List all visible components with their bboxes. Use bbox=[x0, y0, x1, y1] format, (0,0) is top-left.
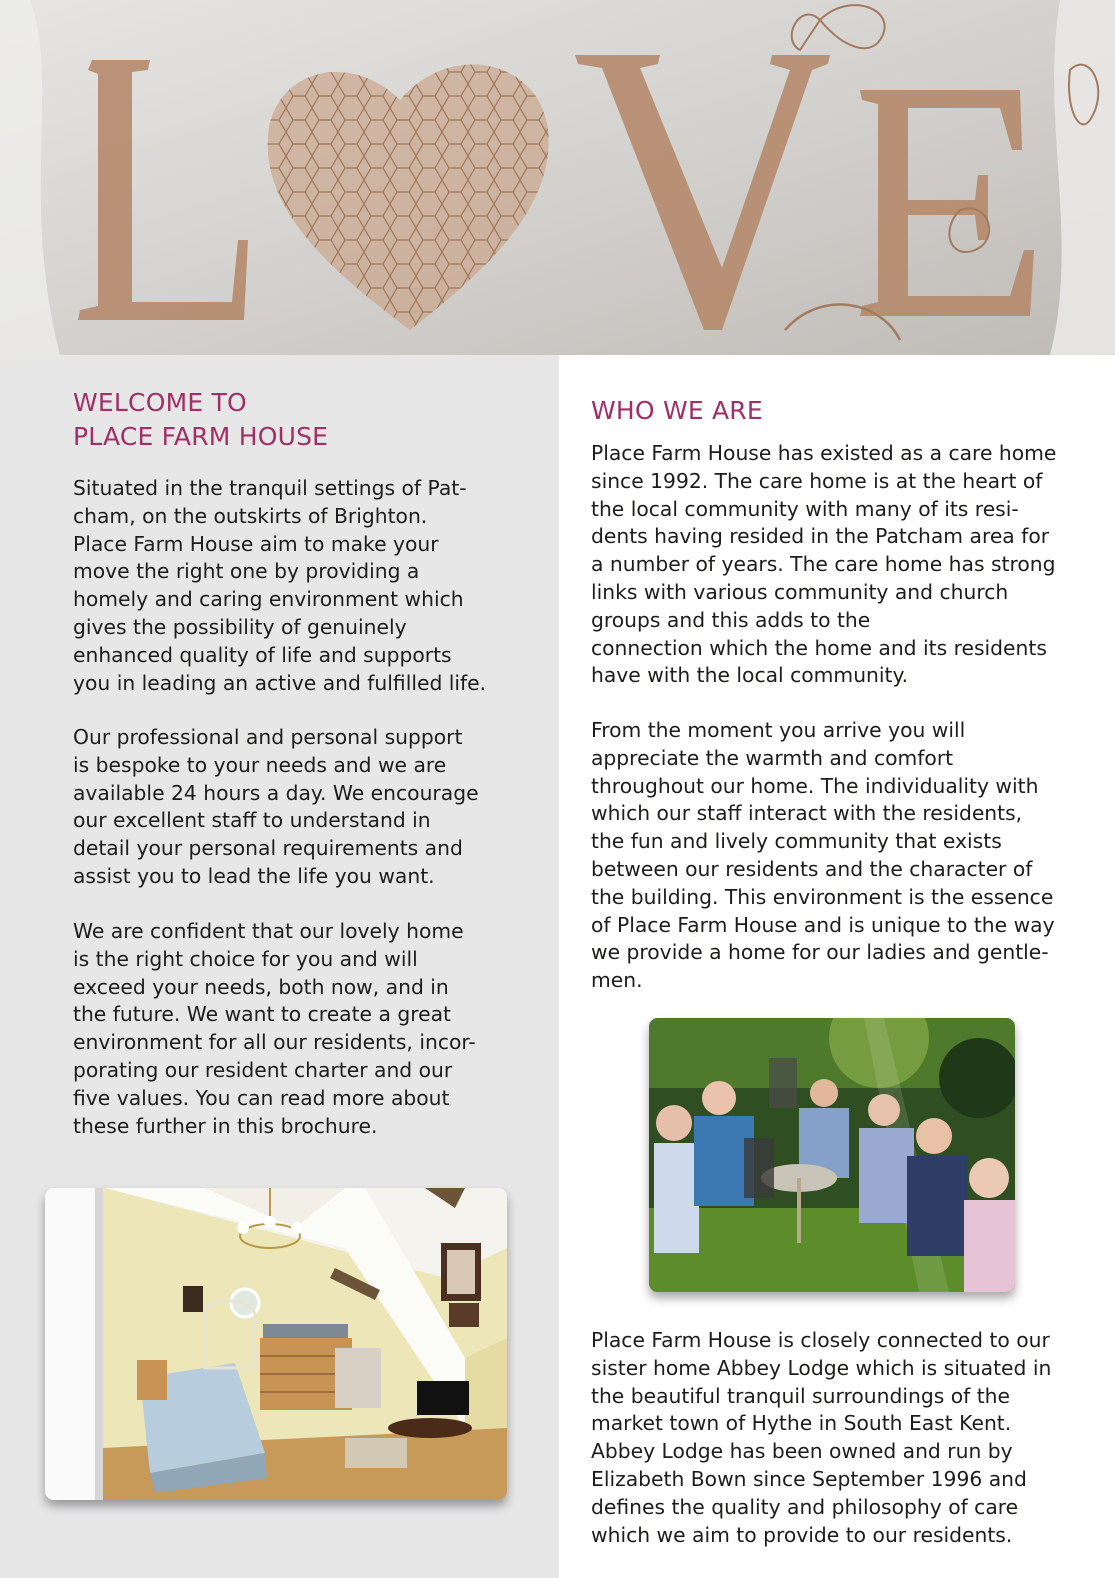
hero-banner bbox=[0, 0, 1115, 355]
welcome-heading-line1: WELCOME TO bbox=[73, 388, 247, 417]
residents-garden-photo-image bbox=[649, 1018, 1015, 1292]
who-we-are-heading: WHO WE ARE bbox=[591, 396, 763, 425]
residents-garden-photo bbox=[649, 1018, 1015, 1292]
welcome-heading bbox=[73, 386, 328, 454]
welcome-paragraph-2: Our professional and personal support is bespoke to your needs and we are available 24 hours a day. We encourage our excellent staff to understand in detail your personal requirements and assist you to lead the life you want. bbox=[73, 725, 479, 888]
bedroom-photo-image bbox=[45, 1188, 507, 1500]
who-paragraph-1: Place Farm House has existed as a care home since 1992. The care home is at the heart of the local community with many of its resi- dents having resided in the Patcham area for a number of years. The care home has strong links with various community and church groups and this adds to the connection which the home and its residents have with the local community. bbox=[591, 441, 1057, 688]
welcome-heading-line2: PLACE FARM HOUSE bbox=[73, 422, 329, 451]
who-paragraph-2: From the moment you arrive you will appreciate the warmth and comfort throughout our home. The individuality with which our staff interact with the residents, the fun and lively community that exists between our residents and the character of the building. This environment is the essence of Place Farm House and is unique to the way we provide a home for our ladies and gentle- men. bbox=[591, 718, 1055, 993]
who-paragraph-3: Place Farm House is closely connected to our sister home Abbey Lodge which is situated in the beautiful tranquil surroundings of the market town of Hythe in South East Kent. Abbey Lodge has been owned and run by Elizabeth Bown since September 1996 and defines the quality and philosophy of care which we aim to provide to our residents. bbox=[591, 1328, 1052, 1547]
welcome-paragraph-1: Situated in the tranquil settings of Pat- cham, on the outskirts of Brighton. Place Farm House aim to make your move the right one by providing a homely and caring environment which gives the possibility of genuinely enhanced quality of life and supports you in leading an active and fulfilled life. bbox=[73, 476, 487, 695]
welcome-paragraph-3: We are confident that our lovely home is the right choice for you and will exceed your needs, both now, and in the future. We want to create a great environment for all our residents, incor- porating our resident charter and our five values. You can read more about these further in this brochure. bbox=[73, 919, 476, 1138]
love-cushion-image bbox=[0, 0, 1115, 355]
bedroom-photo bbox=[45, 1188, 507, 1500]
